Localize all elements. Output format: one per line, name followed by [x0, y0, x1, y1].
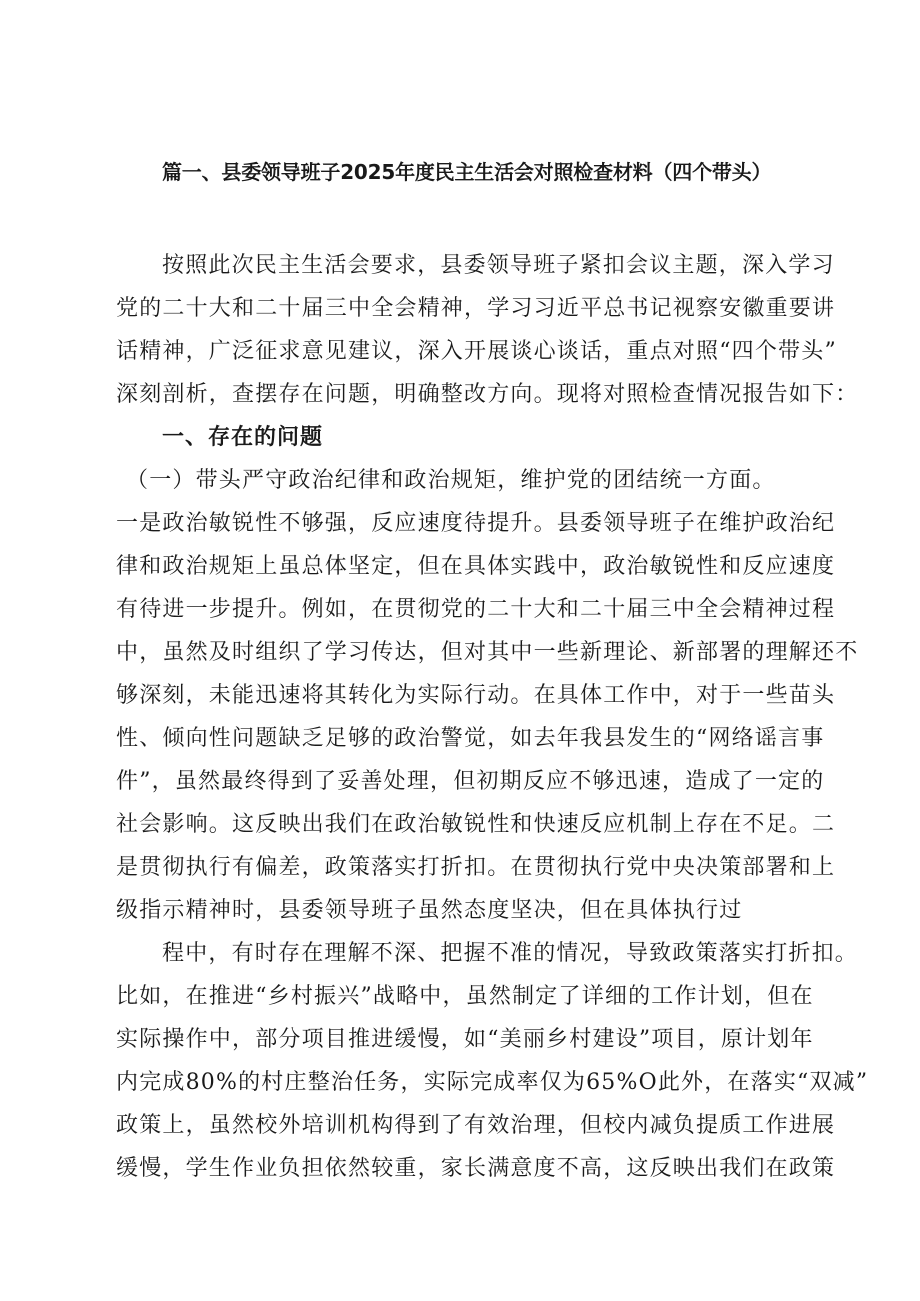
paragraph-line: 件”，虽然最终得到了妥善处理，但初期反应不够迅速，造成了一定的 — [116, 769, 825, 794]
paragraph-line: 是贯彻执行有偏差，政策落实打折扣。在贯彻执行党中央决策部署和上 — [116, 855, 836, 880]
paragraph-line: 律和政治规矩上虽总体坚定，但在具体实践中，政治敏锐性和反应速度 — [116, 554, 836, 579]
document-title: 篇一、县委领导班子2025年度民主生活会对照检查材料（四个带头） — [162, 160, 772, 184]
paragraph-line: 够深刻，未能迅速将其转化为实际行动。在具体工作中，对于一些苗头 — [116, 683, 836, 708]
paragraph-line: 党的二十大和二十届三中全会精神，学习习近平总书记视察安徽重要讲 — [116, 296, 836, 321]
paragraph-line: 政策上，虽然校外培训机构得到了有效治理，但校内减负提质工作进展 — [116, 1113, 836, 1138]
section-heading: 一、存在的问题 — [162, 425, 324, 450]
paragraph-line: 按照此次民主生活会要求，县委领导班子紧扣会议主题，深入学习 — [162, 253, 835, 278]
paragraph-line: 程中，有时存在理解不深、把握不准的情况，导致政策落实打折扣。 — [162, 941, 859, 966]
paragraph-line: 社会影响。这反映出我们在政治敏锐性和快速反应机制上存在不足。二 — [116, 812, 836, 837]
paragraph-line: 深刻剖析，查摆存在问题，明确整改方向。现将对照检查情况报告如下： — [116, 382, 859, 407]
paragraph-line: 实际操作中，部分项目推进缓慢，如“美丽乡村建设”项目，原计划年 — [116, 1027, 814, 1052]
paragraph-line: 比如，在推进“乡村振兴”战略中，虽然制定了详细的工作计划，但在 — [116, 984, 814, 1009]
document-body — [116, 244, 869, 1190]
paragraph-line: 性、倾向性问题缺乏足够的政治警觉，如去年我县发生的“网络谣言事 — [116, 726, 825, 751]
paragraph-line: 中，虽然及时组织了学习传达，但对其中一些新理论、新部署的理解还不 — [116, 640, 859, 665]
paragraph-line: 级指示精神时，县委领导班子虽然态度坚决，但在具体执行过 — [116, 898, 743, 923]
paragraph-line: 内完成80%的村庄整治任务，实际完成率仅为65%O此外，在落实“双减” — [116, 1070, 869, 1095]
paragraph-line: 一是政治敏锐性不够强，反应速度待提升。县委领导班子在维护政治纪 — [116, 511, 836, 536]
paragraph-line: 缓慢，学生作业负担依然较重，家长满意度不高，这反映出我们在政策 — [116, 1156, 836, 1181]
subsection-heading: （一）带头严守政治纪律和政治规矩，维护党的团结统一方面。 — [126, 468, 776, 493]
paragraph-line: 有待进一步提升。例如，在贯彻党的二十大和二十届三中全会精神过程 — [116, 597, 836, 622]
paragraph-line: 话精神，广泛征求意见建议，深入开展谈心谈话，重点对照“四个带头” — [116, 339, 837, 364]
